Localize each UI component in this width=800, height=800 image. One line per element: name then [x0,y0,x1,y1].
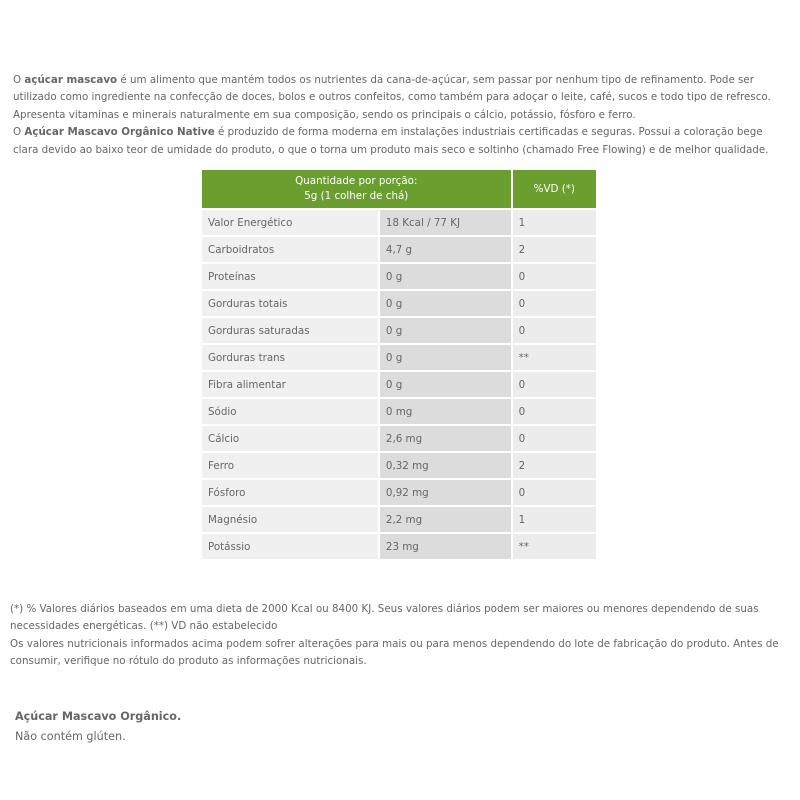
nutrient-name: Cálcio [202,426,380,453]
description-paragraph-2: O Açúcar Mascavo Orgânico Native é produzido de forma moderna em instalações industriais certificadas e seguras. Possui a coloração bege clara devido ao baixo teor de umidade do produto, o que o torna um produto mais seco e soltinho (chamado Free Flowing) e de melhor qualidade. [13,126,769,156]
portion-header-line2: 5g (1 colher de chá) [304,190,409,202]
nutrient-quantity: 0,92 mg [380,480,513,507]
nutrient-name: Gorduras saturadas [202,318,380,345]
table-row [202,453,596,480]
table-row [202,345,596,372]
nutrient-vd: 2 [513,453,596,480]
nutrient-name: Valor Energético [202,210,380,237]
nutrition-table-header [202,170,596,210]
product-description [13,72,788,159]
nutrient-quantity: 0,32 mg [380,453,513,480]
nutrient-name: Sódio [202,399,380,426]
table-row [202,426,596,453]
table-row [202,210,596,237]
nutrient-vd: 2 [513,237,596,264]
nutrition-table [202,170,596,561]
vd-footnote: (*) % Valores diários baseados em uma dieta de 2000 Kcal ou 8400 KJ. Seus valores diários podem ser maiores ou menores dependendo de suas necessidades energéticas. (**) VD não estabelecido [10,603,759,633]
nutrient-name: Fibra alimentar [202,372,380,399]
nutrient-name: Magnésio [202,507,380,534]
nutrient-name: Carboidratos [202,237,380,264]
nutrient-name: Proteínas [202,264,380,291]
vd-header: %VD (*) [513,170,596,210]
nutrient-vd: ** [513,534,596,561]
table-row [202,399,596,426]
table-row [202,291,596,318]
nutrient-quantity: 23 mg [380,534,513,561]
nutrient-quantity: 0 g [380,372,513,399]
highlight-product-name: Açúcar Mascavo Orgânico Native [24,126,215,139]
nutrient-name: Gorduras trans [202,345,380,372]
nutrient-quantity: 18 Kcal / 77 KJ [380,210,513,237]
nutrient-name: Gorduras totais [202,291,380,318]
nutrition-notes [10,601,795,671]
nutrient-vd: 1 [513,507,596,534]
nutrient-quantity: 0 g [380,264,513,291]
table-row [202,507,596,534]
nutrient-name: Fósforo [202,480,380,507]
table-row [202,318,596,345]
nutrient-vd: 0 [513,264,596,291]
description-paragraph-1: O açúcar mascavo é um alimento que mantém todos os nutrientes da cana-de-açúcar, sem passar por nenhum tipo de refinamento. Pode ser utilizado como ingrediente na confecção de doces, bolos e outros confeitos, como também para adoçar o leite, café, sucos e todo tipo de refresco. Apresenta vitaminas e minerais naturalmente em sua composição, sendo os principais o cálcio, potássio, fósforo e ferro. [13,74,771,121]
nutrient-name: Potássio [202,534,380,561]
portion-header-line1: Quantidade por porção: [295,175,418,187]
variation-disclaimer: Os valores nutricionais informados acima podem sofrer alterações para mais ou para menos dependendo do lote de fabricação do produto. Antes de consumir, verifique no rótulo do produto as informações nutricionais. [10,637,779,668]
nutrient-vd: 0 [513,318,596,345]
nutrient-quantity: 0 g [380,291,513,318]
nutrient-quantity: 0 g [380,318,513,345]
nutrient-vd: 0 [513,372,596,399]
product-footer [15,707,615,747]
portion-header [202,170,513,210]
nutrient-quantity: 4,7 g [380,237,513,264]
nutrient-quantity: 0 mg [380,399,513,426]
nutrient-quantity: 2,6 mg [380,426,513,453]
nutrient-vd: 0 [513,399,596,426]
nutrient-vd: 0 [513,291,596,318]
product-title: Açúcar Mascavo Orgânico. [15,710,182,723]
table-row [202,372,596,399]
nutrient-vd: ** [513,345,596,372]
table-row [202,264,596,291]
nutrient-quantity: 0 g [380,345,513,372]
gluten-notice: Não contém glúten. [15,730,126,743]
table-row [202,480,596,507]
nutrient-quantity: 2,2 mg [380,507,513,534]
nutrient-vd: 0 [513,426,596,453]
nutrient-name: Ferro [202,453,380,480]
table-row [202,534,596,561]
nutrient-vd: 1 [513,210,596,237]
table-row [202,237,596,264]
highlight-acucar-mascavo: açúcar mascavo [24,74,118,86]
nutrient-vd: 0 [513,480,596,507]
